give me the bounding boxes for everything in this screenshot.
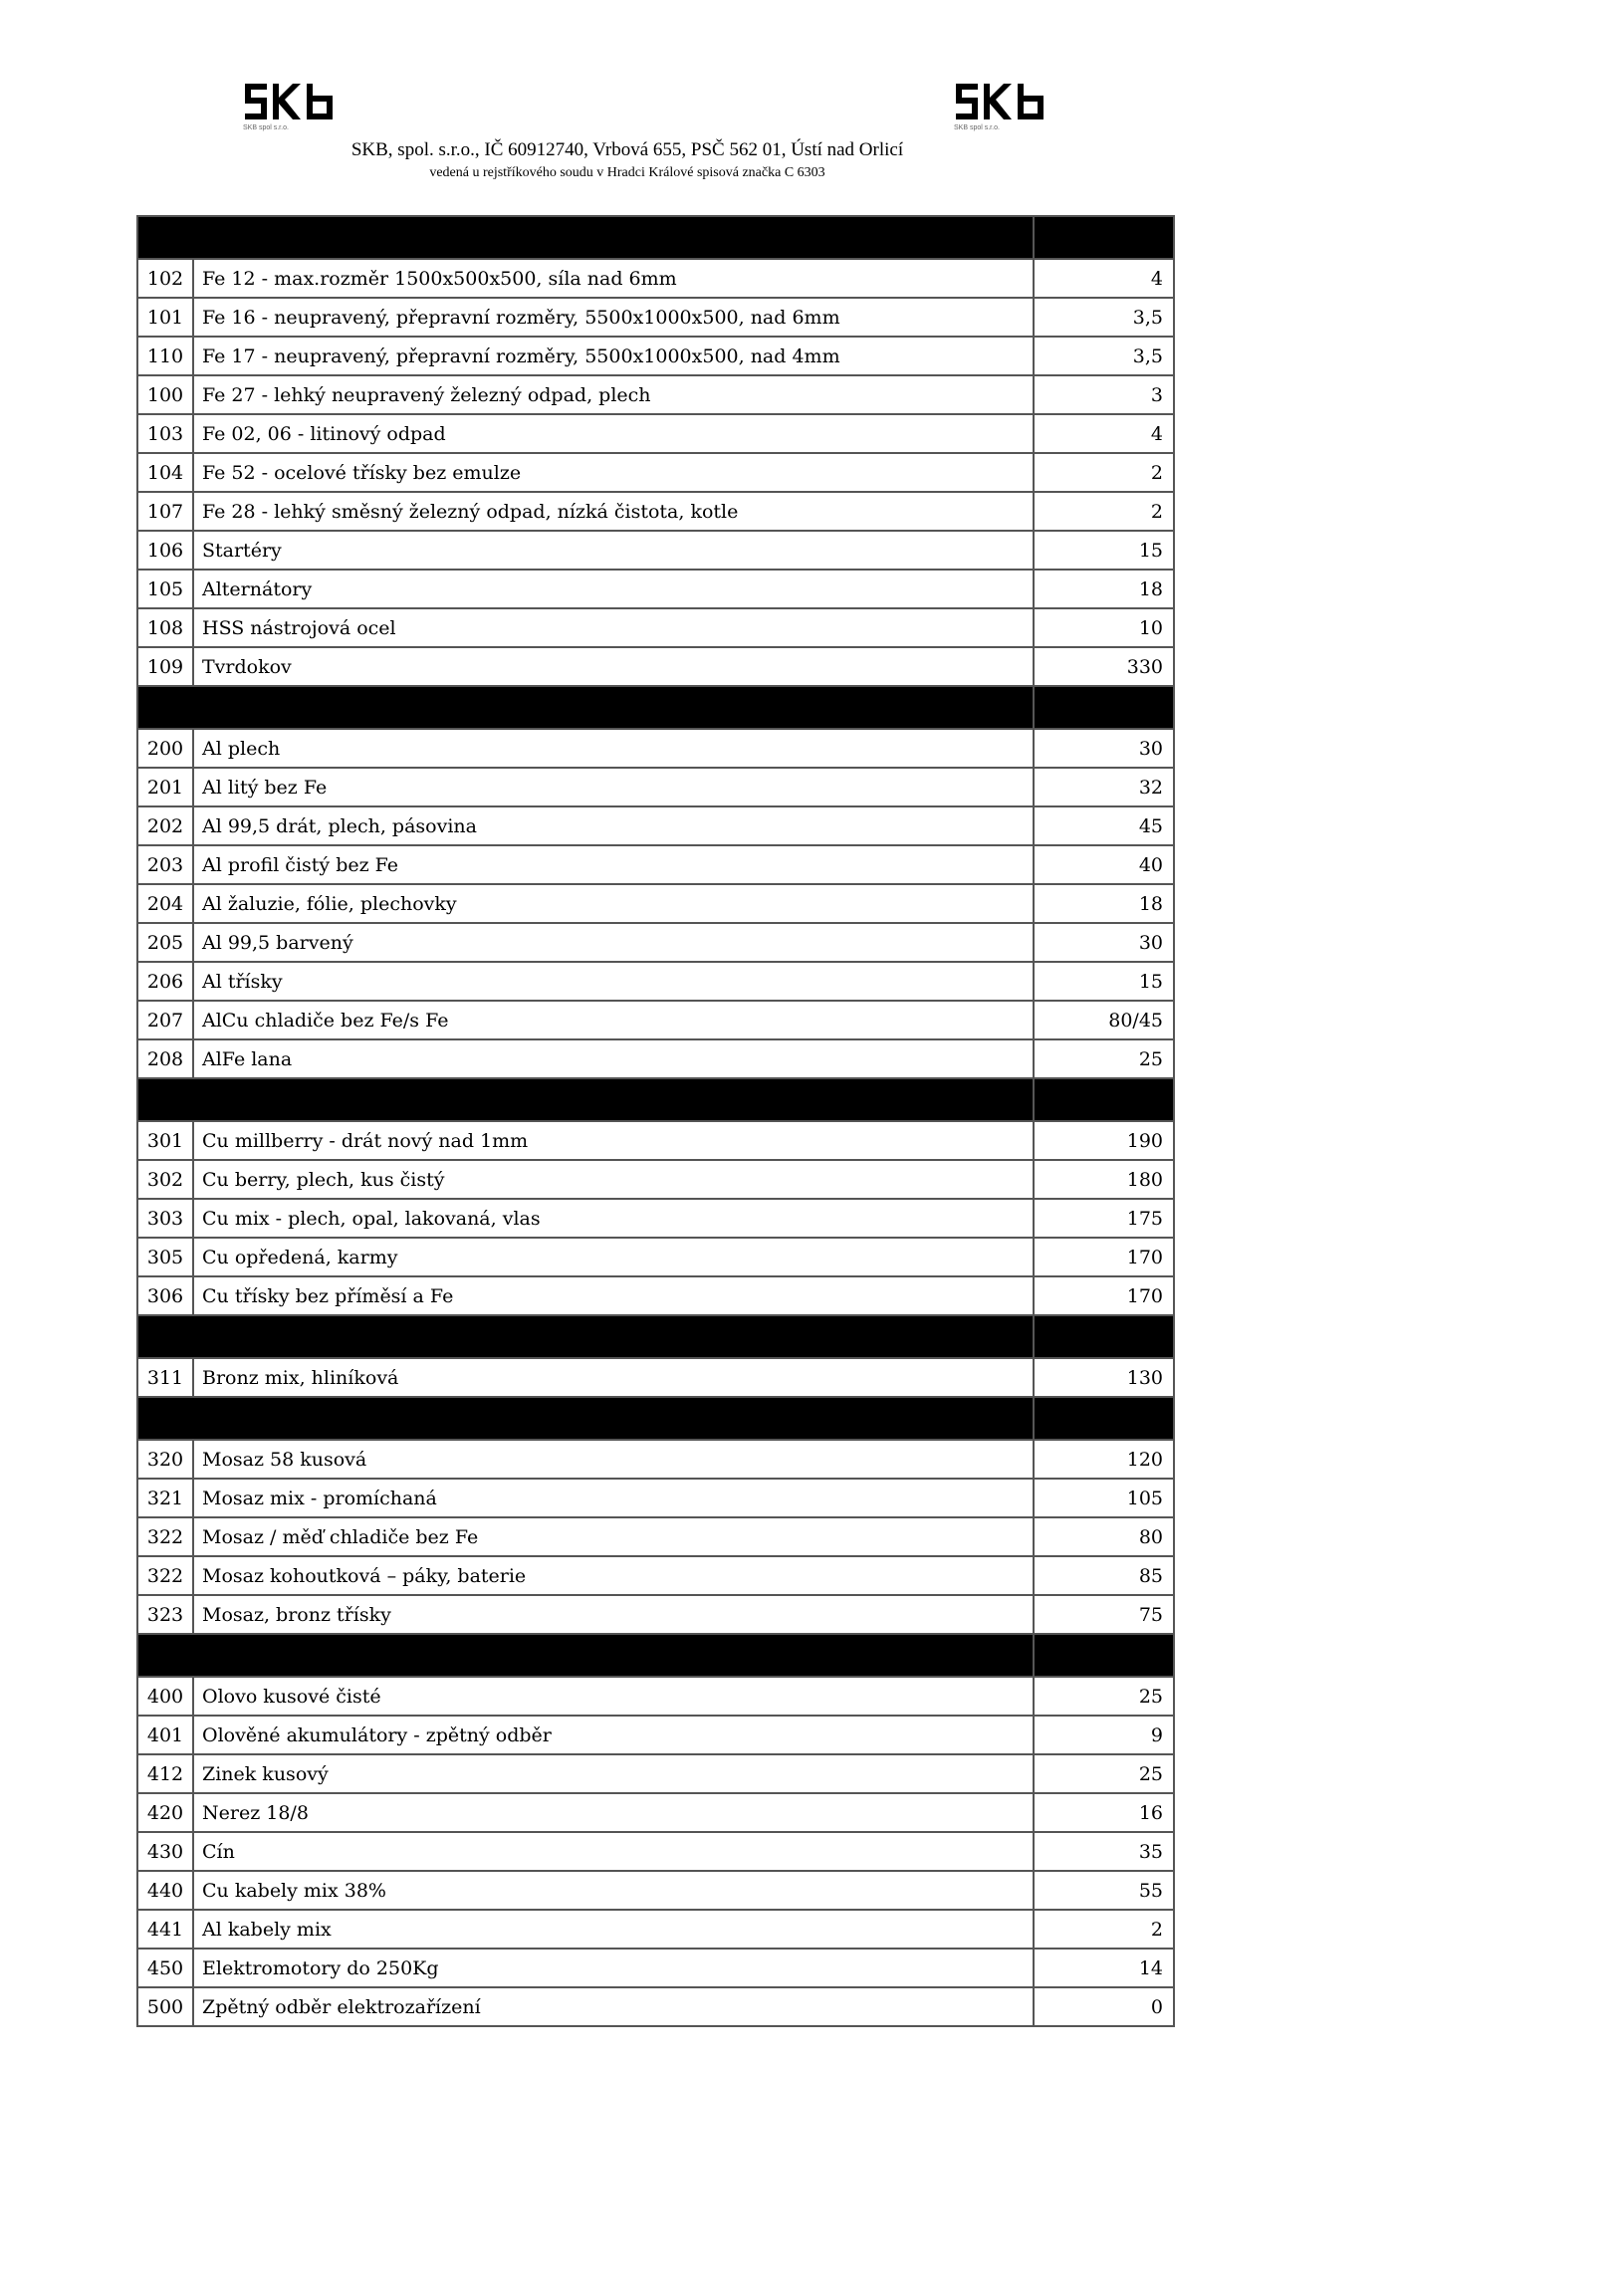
section-header-cell	[137, 686, 1034, 729]
item-code: 108	[137, 608, 193, 647]
item-code: 450	[137, 1949, 193, 1987]
item-price: 30	[1034, 923, 1174, 962]
item-price: 2	[1034, 1910, 1174, 1949]
item-code: 107	[137, 492, 193, 531]
item-price: 175	[1034, 1199, 1174, 1238]
table-row	[137, 570, 1174, 608]
section-header-cell	[137, 216, 1034, 259]
item-name: Cu třísky bez příměsí a Fe	[193, 1276, 1034, 1315]
table-row	[137, 492, 1174, 531]
item-name: Fe 12 - max.rozměr 1500x500x500, síla nad 6mm	[193, 259, 1034, 298]
item-price: 180	[1034, 1160, 1174, 1199]
table-row	[137, 1479, 1174, 1517]
item-code: 305	[137, 1238, 193, 1276]
item-name: Fe 16 - neupravený, přepravní rozměry, 5500x1000x500, nad 6mm	[193, 298, 1034, 337]
item-price: 4	[1034, 414, 1174, 453]
table-row	[137, 298, 1174, 337]
item-name: Bronz mix, hliníková	[193, 1358, 1034, 1397]
item-price: 105	[1034, 1479, 1174, 1517]
table-row	[137, 647, 1174, 686]
item-price: 18	[1034, 884, 1174, 923]
item-name: AlCu chladiče bez Fe/s Fe	[193, 1001, 1034, 1039]
item-price: 55	[1034, 1871, 1174, 1910]
item-code: 302	[137, 1160, 193, 1199]
table-row	[137, 1677, 1174, 1716]
item-name: Al profil čistý bez Fe	[193, 845, 1034, 884]
item-code: 400	[137, 1677, 193, 1716]
table-row	[137, 768, 1174, 806]
item-name: AlFe lana	[193, 1039, 1034, 1078]
item-name: Mosaz mix - promíchaná	[193, 1479, 1034, 1517]
skb-logo-icon	[243, 80, 335, 123]
item-code: 103	[137, 414, 193, 453]
table-row	[137, 1754, 1174, 1793]
item-name: Al třísky	[193, 962, 1034, 1001]
section-header-cell	[137, 1397, 1034, 1440]
skb-logo-icon	[954, 80, 1045, 123]
item-name: Fe 28 - lehký směsný železný odpad, nízká čistota, kotle	[193, 492, 1034, 531]
section-header-cell	[137, 1634, 1034, 1677]
item-code: 100	[137, 375, 193, 414]
table-row	[137, 1160, 1174, 1199]
item-price: 10	[1034, 608, 1174, 647]
item-code: 207	[137, 1001, 193, 1039]
price-table-body	[137, 216, 1174, 2026]
item-code: 323	[137, 1595, 193, 1634]
item-code: 204	[137, 884, 193, 923]
item-code: 201	[137, 768, 193, 806]
table-row	[137, 1517, 1174, 1556]
item-price: 330	[1034, 647, 1174, 686]
item-price: 45	[1034, 806, 1174, 845]
item-code: 205	[137, 923, 193, 962]
item-price: 25	[1034, 1754, 1174, 1793]
item-code: 320	[137, 1440, 193, 1479]
table-row	[137, 1199, 1174, 1238]
section-header-cell	[1034, 1634, 1174, 1677]
item-name: Startéry	[193, 531, 1034, 570]
skb-logo-left	[243, 80, 339, 141]
item-price: 18	[1034, 570, 1174, 608]
skb-logo-right	[954, 80, 1049, 141]
item-code: 420	[137, 1793, 193, 1832]
item-code: 206	[137, 962, 193, 1001]
item-code: 105	[137, 570, 193, 608]
section-header-bar	[137, 1315, 1174, 1358]
item-price: 3,5	[1034, 337, 1174, 375]
item-code: 208	[137, 1039, 193, 1078]
item-code: 301	[137, 1121, 193, 1160]
table-row	[137, 884, 1174, 923]
item-code: 101	[137, 298, 193, 337]
table-row	[137, 375, 1174, 414]
table-row	[137, 608, 1174, 647]
table-row	[137, 729, 1174, 768]
item-code: 203	[137, 845, 193, 884]
item-price: 80	[1034, 1517, 1174, 1556]
table-row	[137, 1832, 1174, 1871]
item-price: 15	[1034, 531, 1174, 570]
section-header-cell	[1034, 1078, 1174, 1121]
item-price: 2	[1034, 492, 1174, 531]
item-name: Cu mix - plech, opal, lakovaná, vlas	[193, 1199, 1034, 1238]
item-price: 170	[1034, 1238, 1174, 1276]
table-row	[137, 806, 1174, 845]
item-name: Zpětný odběr elektrozařízení	[193, 1987, 1034, 2026]
item-price: 80/45	[1034, 1001, 1174, 1039]
item-name: Al žaluzie, fólie, plechovky	[193, 884, 1034, 923]
item-code: 322	[137, 1517, 193, 1556]
table-row	[137, 1039, 1174, 1078]
item-code: 441	[137, 1910, 193, 1949]
item-name: Al plech	[193, 729, 1034, 768]
item-code: 401	[137, 1716, 193, 1754]
table-row	[137, 1595, 1174, 1634]
table-row	[137, 259, 1174, 298]
item-price: 75	[1034, 1595, 1174, 1634]
table-row	[137, 845, 1174, 884]
table-row	[137, 1440, 1174, 1479]
table-row	[137, 1556, 1174, 1595]
section-header-cell	[137, 1078, 1034, 1121]
section-header-bar	[137, 1634, 1174, 1677]
item-name: Olověné akumulátory - zpětný odběr	[193, 1716, 1034, 1754]
item-price: 40	[1034, 845, 1174, 884]
item-name: Al litý bez Fe	[193, 768, 1034, 806]
item-code: 311	[137, 1358, 193, 1397]
item-price: 16	[1034, 1793, 1174, 1832]
item-price: 15	[1034, 962, 1174, 1001]
item-price: 130	[1034, 1358, 1174, 1397]
logo-subtext: SKB spol s.r.o.	[954, 124, 1000, 131]
item-name: Cín	[193, 1832, 1034, 1871]
item-name: Al 99,5 barvený	[193, 923, 1034, 962]
section-header-cell	[1034, 686, 1174, 729]
item-price: 25	[1034, 1039, 1174, 1078]
section-header-bar	[137, 216, 1174, 259]
table-row	[137, 1987, 1174, 2026]
item-name: Fe 02, 06 - litinový odpad	[193, 414, 1034, 453]
table-row	[137, 1716, 1174, 1754]
item-price: 35	[1034, 1832, 1174, 1871]
item-price: 170	[1034, 1276, 1174, 1315]
item-price: 32	[1034, 768, 1174, 806]
table-row	[137, 1358, 1174, 1397]
item-price: 2	[1034, 453, 1174, 492]
item-code: 102	[137, 259, 193, 298]
item-name: Al 99,5 drát, plech, pásovina	[193, 806, 1034, 845]
item-price: 9	[1034, 1716, 1174, 1754]
item-price: 3	[1034, 375, 1174, 414]
item-code: 104	[137, 453, 193, 492]
item-price: 4	[1034, 259, 1174, 298]
item-name: HSS nástrojová ocel	[193, 608, 1034, 647]
item-name: Mosaz / měď chladiče bez Fe	[193, 1517, 1034, 1556]
item-code: 306	[137, 1276, 193, 1315]
item-code: 430	[137, 1832, 193, 1871]
item-price: 85	[1034, 1556, 1174, 1595]
section-header-cell	[1034, 1315, 1174, 1358]
table-row	[137, 1238, 1174, 1276]
section-header-bar	[137, 1397, 1174, 1440]
section-header-cell	[137, 1315, 1034, 1358]
logo-subtext: SKB spol s.r.o.	[243, 124, 289, 131]
item-price: 14	[1034, 1949, 1174, 1987]
item-name: Mosaz kohoutková – páky, baterie	[193, 1556, 1034, 1595]
item-price: 120	[1034, 1440, 1174, 1479]
table-row	[137, 1793, 1174, 1832]
table-row	[137, 337, 1174, 375]
item-name: Nerez 18/8	[193, 1793, 1034, 1832]
table-row	[137, 1276, 1174, 1315]
item-name: Cu opředená, karmy	[193, 1238, 1034, 1276]
item-price: 0	[1034, 1987, 1174, 2026]
item-name: Zinek kusový	[193, 1754, 1034, 1793]
item-name: Cu berry, plech, kus čistý	[193, 1160, 1034, 1199]
item-code: 500	[137, 1987, 193, 2026]
item-name: Alternátory	[193, 570, 1034, 608]
item-code: 202	[137, 806, 193, 845]
item-code: 200	[137, 729, 193, 768]
item-price: 25	[1034, 1677, 1174, 1716]
item-code: 412	[137, 1754, 193, 1793]
table-row	[137, 1910, 1174, 1949]
section-header-cell	[1034, 216, 1174, 259]
item-code: 110	[137, 337, 193, 375]
item-code: 321	[137, 1479, 193, 1517]
item-name: Mosaz, bronz třísky	[193, 1595, 1034, 1634]
item-name: Al kabely mix	[193, 1910, 1034, 1949]
item-price: 190	[1034, 1121, 1174, 1160]
company-line: SKB, spol. s.r.o., IČ 60912740, Vrbová 655, PSČ 562 01, Ústí nad Orlicí	[350, 139, 904, 160]
item-code: 322	[137, 1556, 193, 1595]
table-row	[137, 1121, 1174, 1160]
section-header-bar	[137, 686, 1174, 729]
item-code: 303	[137, 1199, 193, 1238]
item-price: 30	[1034, 729, 1174, 768]
table-row	[137, 1001, 1174, 1039]
item-name: Cu kabely mix 38%	[193, 1871, 1034, 1910]
item-name: Fe 27 - lehký neupravený železný odpad, plech	[193, 375, 1034, 414]
item-name: Fe 17 - neupravený, přepravní rozměry, 5500x1000x500, nad 4mm	[193, 337, 1034, 375]
table-row	[137, 531, 1174, 570]
item-name: Elektromotory do 250Kg	[193, 1949, 1034, 1987]
table-row	[137, 414, 1174, 453]
item-name: Olovo kusové čisté	[193, 1677, 1034, 1716]
item-code: 109	[137, 647, 193, 686]
registry-line: vedená u rejstříkového soudu v Hradci Králové spisová značka C 6303	[429, 165, 825, 180]
item-code: 440	[137, 1871, 193, 1910]
section-header-bar	[137, 1078, 1174, 1121]
section-header-cell	[1034, 1397, 1174, 1440]
item-name: Fe 52 - ocelové třísky bez emulze	[193, 453, 1034, 492]
item-name: Mosaz 58 kusová	[193, 1440, 1034, 1479]
table-row	[137, 1871, 1174, 1910]
table-row	[137, 1949, 1174, 1987]
price-table	[136, 215, 1175, 2027]
table-row	[137, 962, 1174, 1001]
item-price: 3,5	[1034, 298, 1174, 337]
item-code: 106	[137, 531, 193, 570]
table-row	[137, 453, 1174, 492]
item-name: Tvrdokov	[193, 647, 1034, 686]
table-row	[137, 923, 1174, 962]
item-name: Cu millberry - drát nový nad 1mm	[193, 1121, 1034, 1160]
